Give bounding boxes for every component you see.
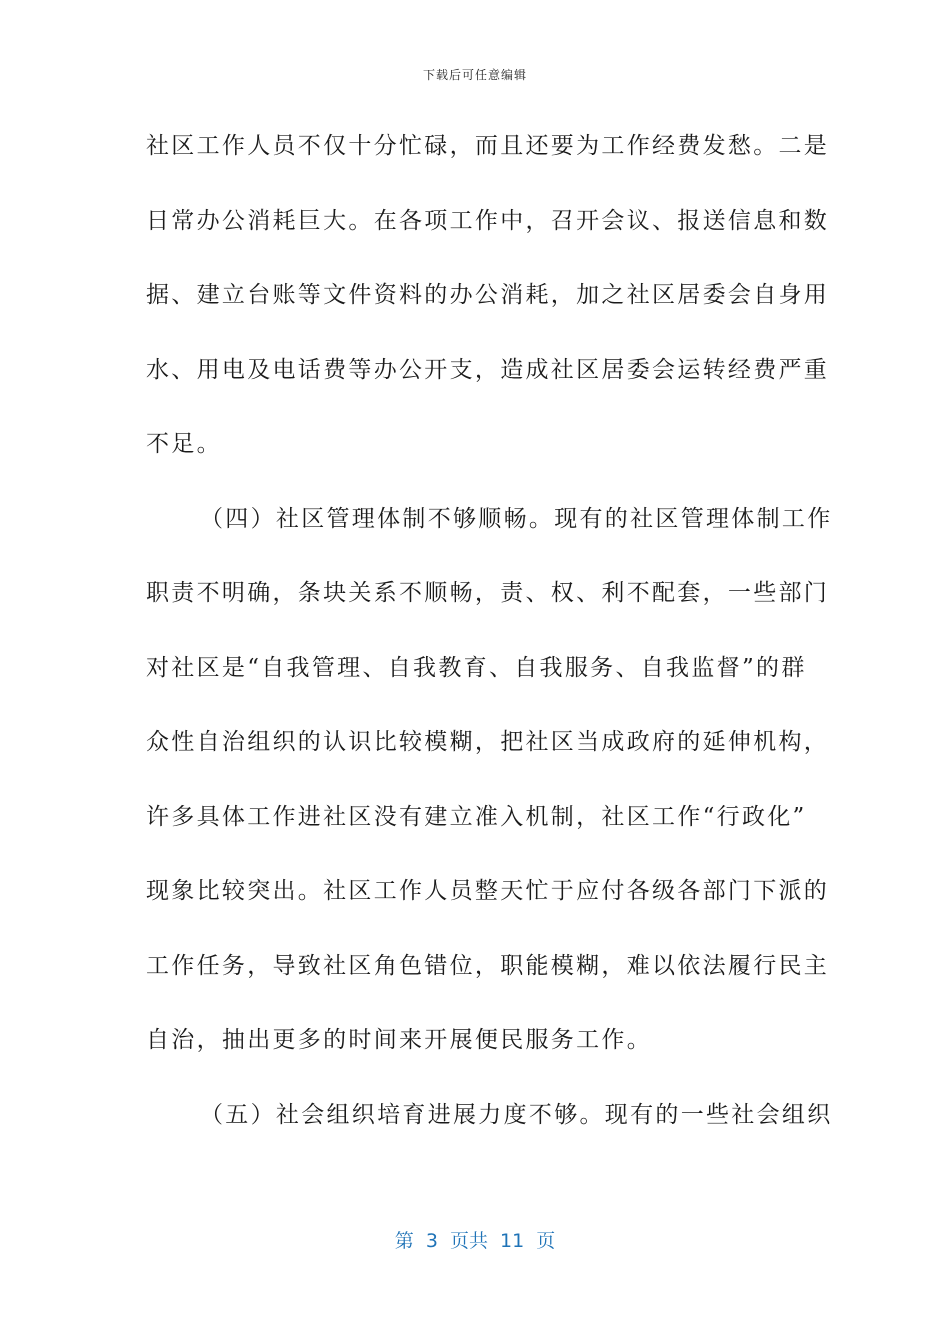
text-line: 众性自治组织的认识比较模糊，把社区当成政府的延伸机构， — [146, 729, 830, 755]
section-heading-line: （四）社区管理体制不够顺畅。现有的社区管理体制工作 — [200, 505, 833, 532]
page-number-footer: 第 3 页共 11 页 — [394, 1230, 556, 1252]
page-header-note: 下载后可任意编辑 — [422, 68, 527, 82]
text-line: 不足。 — [146, 431, 222, 457]
text-line: 水、用电及电话费等办公开支，造成社区居委会运转经费严重 — [146, 356, 830, 383]
text-line: 现象比较突出。社区工作人员整天忙于应付各级各部门下派的 — [146, 878, 830, 904]
text-line: 对社区是“自我管理、自我教育、自我服务、自我监督”的群 — [146, 654, 807, 681]
section-heading-line: （五）社会组织培育进展力度不够。现有的一些社会组织 — [200, 1101, 833, 1128]
text-line: 许多具体工作进社区没有建立准入机制，社区工作“行政化” — [146, 803, 807, 830]
text-line: 社区工作人员不仅十分忙碌，而且还要为工作经费发愁。二是 — [146, 133, 830, 159]
text-line: 自治，抽出更多的时间来开展便民服务工作。 — [146, 1027, 652, 1053]
text-line: 职责不明确，条块关系不顺畅，责、权、利不配套，一些部门 — [146, 580, 830, 606]
document-body — [146, 118, 833, 1161]
text-line: 日常办公消耗巨大。在各项工作中，召开会议、报送信息和数 — [146, 207, 830, 234]
text-line: 据、建立台账等文件资料的办公消耗，加之社区居委会自身用 — [146, 282, 830, 308]
text-line: 工作任务，导致社区角色错位，职能模糊，难以依法履行民主 — [146, 952, 830, 979]
